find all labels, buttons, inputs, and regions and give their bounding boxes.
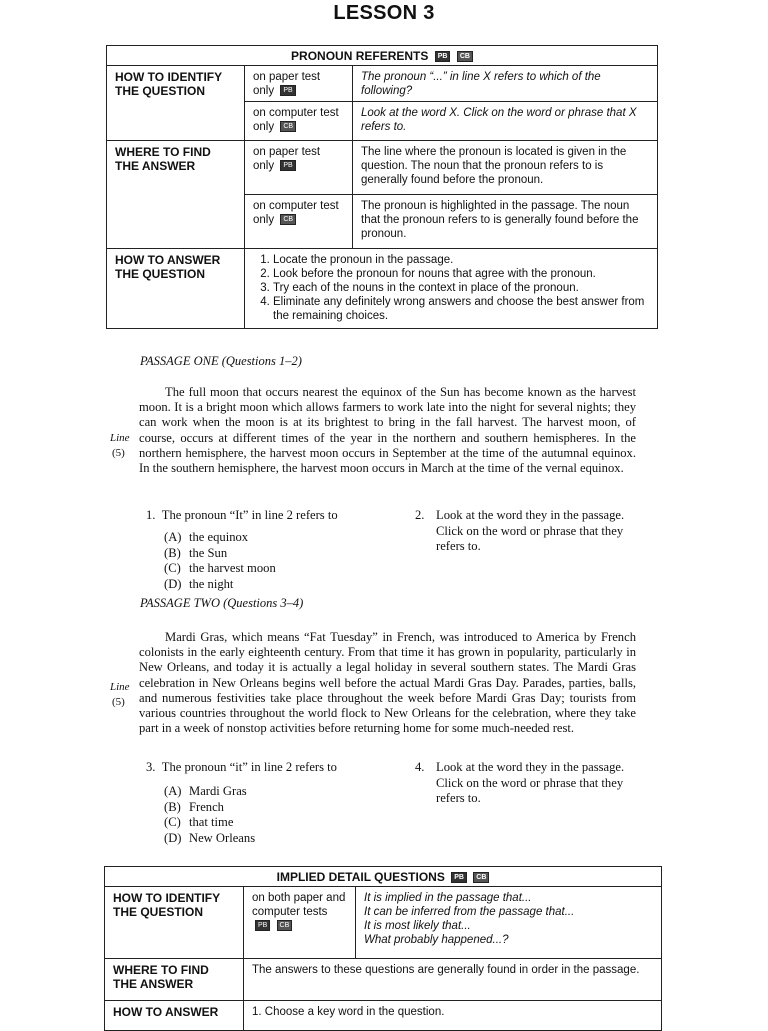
question-4-text: Look at the word they in the passage. Click on the word or phrase that they refers to. [436,760,625,805]
row-label-how: HOW TO ANSWER THE QUESTION [107,249,245,329]
row-label-identify: HOW TO IDENTIFY THE QUESTION [107,66,245,141]
mode-computer: on computer test only CB [245,195,353,249]
line-marker: Line [110,681,130,693]
step-item: 4. Eliminate any definitely wrong answers and choose the best answer from the remaining choices. [273,295,649,323]
passage-two-title: PASSAGE TWO (Questions 3–4) [140,596,304,610]
passage-one-title: PASSAGE ONE (Questions 1–2) [140,354,302,368]
computer-test-icon: CB [280,121,296,132]
row-label-where: WHERE TO FIND THE ANSWER [107,141,245,249]
question-1: 1. The pronoun “It” in line 2 refers to [146,508,338,522]
option-d[interactable]: (D) the night [164,576,234,591]
mode-paper: on paper test only PB [245,66,353,102]
option-c[interactable]: (C) that time [164,815,234,830]
answer-steps [245,249,658,329]
mode-paper: on paper test only PB [245,141,353,195]
computer-test-icon: CB [280,214,296,225]
row-label-how: HOW TO ANSWER [105,1001,244,1031]
option-a[interactable]: (A) the equinox [164,530,249,544]
line-number: (5) [112,447,125,459]
mode-computer: on computer test only CB [245,102,353,141]
question-3-options [164,784,255,846]
lesson-title: LESSON 3 [333,2,435,24]
pronoun-referents-table [106,45,658,329]
passage-one-text: The full moon that occurs nearest the equinox of the Sun has become known as the harvest moon. It is a bright moon which allows farmers to work late into the night for several nights; they can work when the moon is at its brightest to bring in the fall harvest. The harvest moon, of course, occurs at different times of the year in the northern and southern hemispheres. In the northern hemisphere, the harvest moon occurs in September at the time of the autumnal equinox. In the southern hemisphere, the harvest moon occurs in March at the time of the vernal equinox. [139,385,636,476]
implied-table-header: IMPLIED DETAIL QUESTIONS PB CB [105,867,662,887]
line-number: (5) [112,696,125,708]
step-item: 2. Look before the pronoun for nouns that agree with the pronoun. [273,267,649,281]
identify-computer-content: Look at the word X. Click on the word or phrase that X refers to. [353,102,658,141]
passage-two-text: Mardi Gras, which means “Fat Tuesday” in French, was introduced to America by French colonists in the early eighteenth century. From that time it has grown in popularity, particularly in New Orleans, and today it is actually a legal holiday in several southern states. The Mardi Gras celebration in New Orleans begins well before the actual Mardi Gras Day. Parades, parties, balls, and numerous festivities take place throughout the week before Mardi Gras Day; tourists from various countries throughout the world flock to New Orleans for the celebration, where they take part in a week of nonstop activities before returning home for some much-needed rest. [139,630,636,736]
question-4: 4. Look at the word they in the passage. Click on the word or phrase that they refers to. [415,760,643,776]
computer-test-icon: CB [457,51,473,62]
question-2-text: Look at the word they in the passage. Click on the word or phrase that they refers to. [436,508,625,553]
implied-how-content: 1. Choose a key word in the question. [244,1001,662,1031]
identify-paper-content: The pronoun “...” in line X refers to which of the following? [353,66,658,102]
option-a[interactable]: (A) Mardi Gras [164,784,247,798]
question-2: 2. Look at the word they in the passage. Click on the word or phrase that they refers to. [415,508,643,524]
row-label-identify: HOW TO IDENTIFY THE QUESTION [105,887,244,959]
paper-test-icon: PB [280,85,295,96]
where-paper-content: The line where the pronoun is located is given in the question. The noun that the pronoun refers to is generally found before the pronoun. [353,141,658,195]
implied-where-content: The answers to these questions are generally found in order in the passage. [244,959,662,1001]
paper-test-icon: PB [255,920,270,931]
computer-test-icon: CB [277,920,293,931]
paper-test-icon: PB [435,51,451,62]
option-b[interactable]: (B) the Sun [164,545,228,560]
pronoun-table-header: PRONOUN REFERENTS PB CB [107,46,658,66]
question-1-options [164,530,276,592]
where-computer-content: The pronoun is highlighted in the passage. The noun that the pronoun refers to is generally found before the pronoun. [353,195,658,249]
question-3: 3. The pronoun “it” in line 2 refers to [146,760,337,774]
paper-test-icon: PB [451,872,467,883]
step-item: 1. Locate the pronoun in the passage. [273,253,649,267]
line-marker: Line [110,432,130,444]
implied-detail-table [104,866,662,1031]
option-c[interactable]: (C) the harvest moon [164,561,276,576]
option-d[interactable]: (D) New Orleans [164,830,256,845]
implied-identify-content: It is implied in the passage that... It can be inferred from the passage that... It is most likely that... What probably happened...? [356,887,662,959]
row-label-where: WHERE TO FIND THE ANSWER [105,959,244,1001]
paper-test-icon: PB [280,160,295,171]
step-item: 3. Try each of the nouns in the context in place of the pronoun. [273,281,649,295]
mode-both: on both paper and computer tests PB CB [244,887,356,959]
computer-test-icon: CB [473,872,489,883]
option-b[interactable]: (B) French [164,799,224,814]
